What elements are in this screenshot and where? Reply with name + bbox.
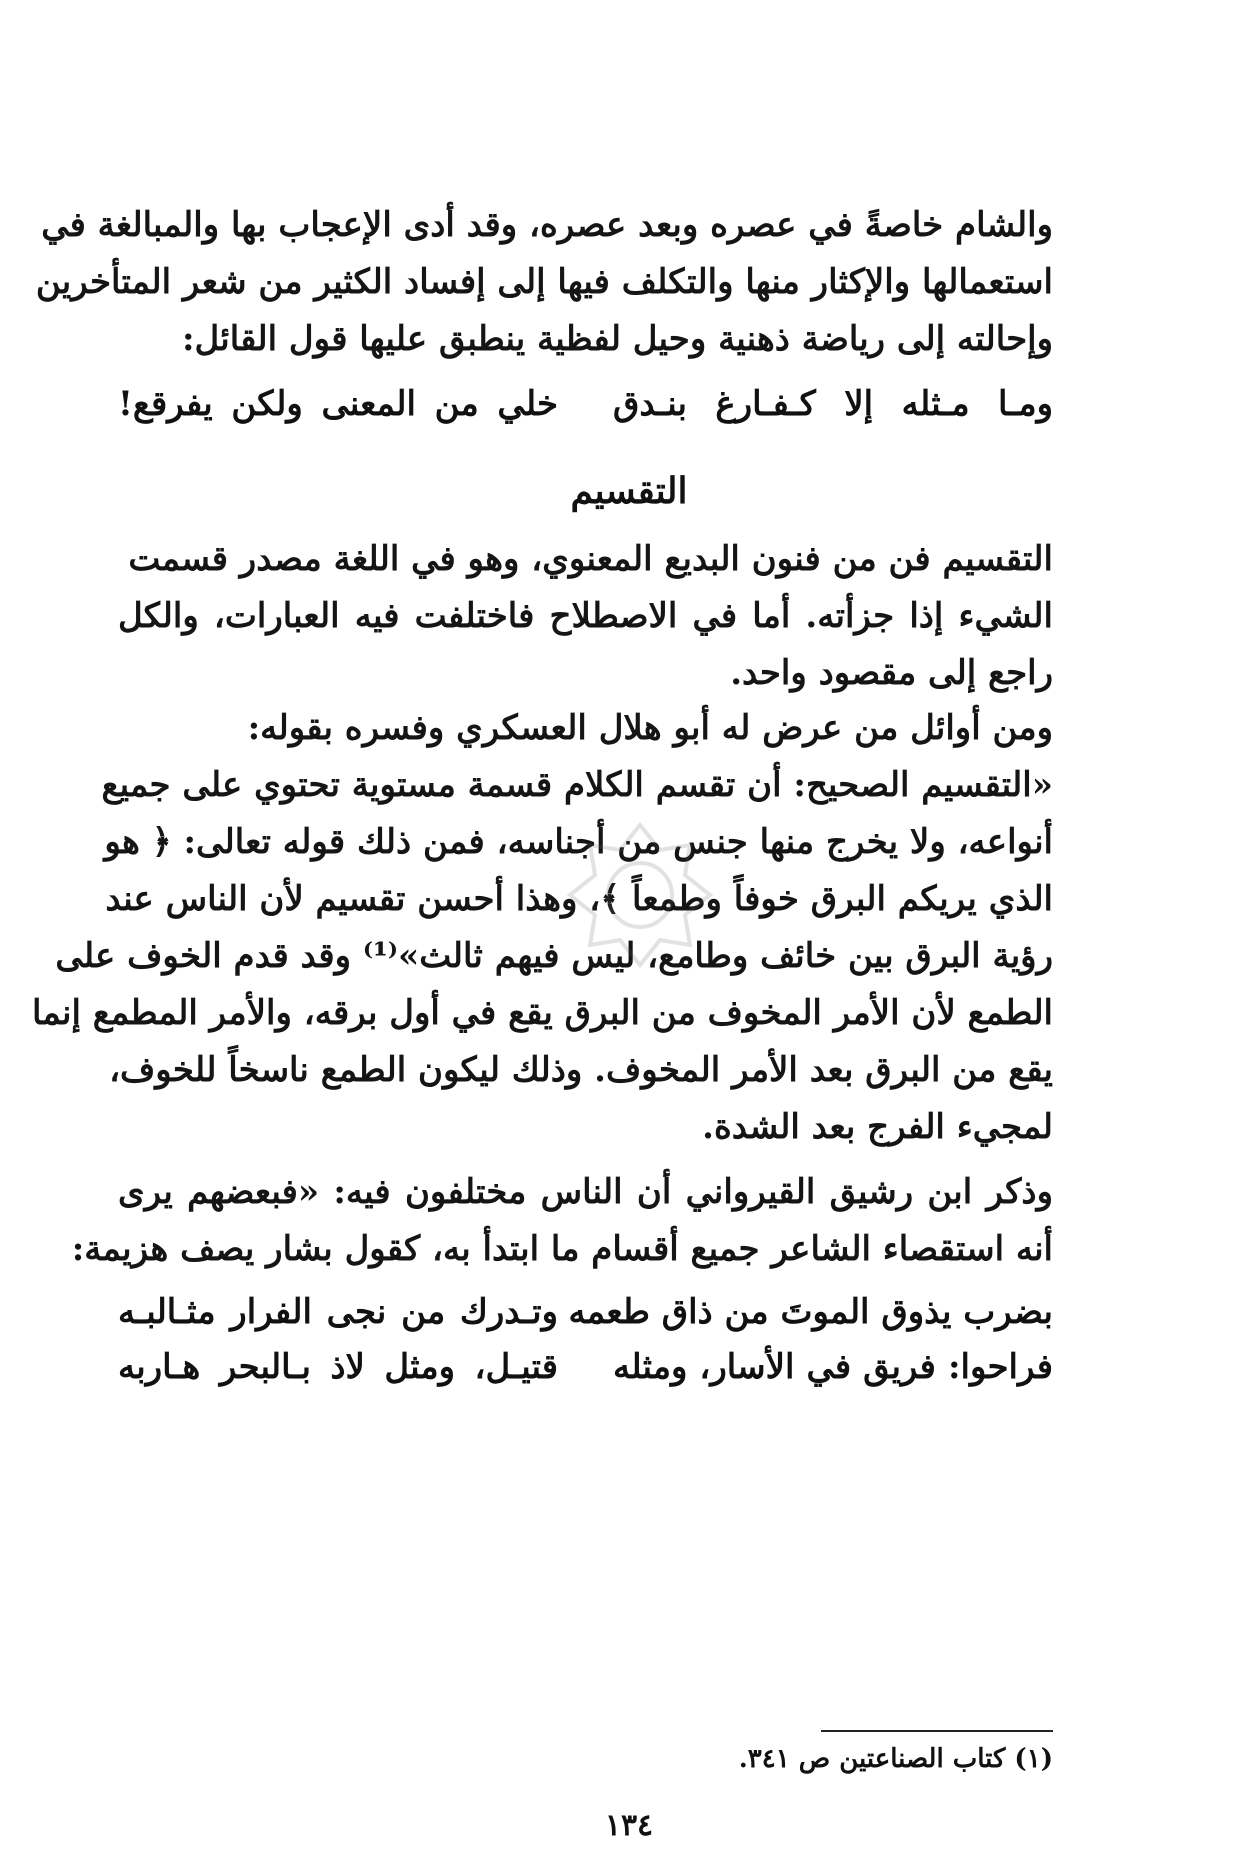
- para2-line-7: يقع من البرق بعد الأمر المخوف. وذلك ليكون الطمع ناسخاً للخوف،: [109, 1050, 1053, 1090]
- library-stamp-watermark: [565, 820, 715, 970]
- verse-2-line-2-second-hemistich: قتيـل، ومثل لاذ بـالبحر هـاربه: [118, 1347, 558, 1387]
- para3-line-1: وذكر ابن رشيق القيرواني أن الناس مختلفون فيه: «فبعضهم يرى: [118, 1172, 1053, 1212]
- para1-line-1: التقسيم فن من فنون البديع المعنوي، وهو في اللغة مصدر قسمت: [128, 539, 1053, 579]
- para2-line-2: «التقسيم الصحيح: أن تقسم الكلام قسمة مستوية تحتوي على جميع: [101, 765, 1053, 805]
- para2-line-5: رؤية البرق بين خائف وطامع، ليس فيهم ثالث»⁽¹⁾ وقد قدم الخوف على: [55, 936, 1053, 976]
- para2-line-4: الذي يريكم البرق خوفاً وطمعاً ﴾، وهذا أحسن تقسيم لأن الناس عند: [105, 879, 1053, 919]
- para2-line-8: لمجيء الفرج بعد الشدة.: [702, 1107, 1053, 1147]
- footnote-separator: [821, 1730, 1053, 1732]
- verse-1-second-hemistich: خلي من المعنى ولكن يفرقع!: [118, 384, 558, 424]
- verse-1: [118, 382, 1053, 426]
- para2-line-1: ومن أوائل من عرض له أبو هلال العسكري وفسره بقوله:: [247, 708, 1053, 748]
- para1-line-2: الشيء إذا جزأته. أما في الاصطلاح فاختلفت فيه العبارات، والكل: [118, 596, 1053, 636]
- intro-line-2: استعمالها والإكثار منها والتكلف فيها إلى إفساد الكثير من شعر المتأخرين: [35, 262, 1053, 302]
- footnote: (١) كتاب الصناعتين ص ٣٤١.: [738, 1744, 1053, 1774]
- para2-line-3: أنواعه، ولا يخرج منها جنس من أجناسه، فمن ذلك قوله تعالى: ﴿ هو: [104, 822, 1053, 862]
- section-title: التقسيم: [570, 470, 688, 512]
- intro-line-3: وإحالته إلى رياضة ذهنية وحيل لفظية ينطبق عليها قول القائل:: [181, 319, 1053, 359]
- intro-line-1: والشام خاصةً في عصره وبعد عصره، وقد أدى الإعجاب بها والمبالغة في: [41, 205, 1053, 245]
- verse-2-line-2: [118, 1345, 1053, 1389]
- verse-2-line-1: [118, 1290, 1053, 1334]
- verse-2-line-2-first-hemistich: فراحوا: فريق في الأسار، ومثله: [613, 1347, 1053, 1387]
- para1-line-3: راجع إلى مقصود واحد.: [730, 653, 1053, 693]
- verse-2-line-1-second-hemistich: وتـدرك من نجى الفرار مثـالبـه: [118, 1292, 558, 1332]
- page-number: ١٣٤: [604, 1808, 654, 1843]
- para3-line-2: أنه استقصاء الشاعر جميع أقسام ما ابتدأ به، كقول بشار يصف هزيمة:: [71, 1229, 1053, 1269]
- verse-2-line-1-first-hemistich: بضرب يذوق الموتَ من ذاق طعمه: [568, 1292, 1053, 1332]
- para2-line-6: الطمع لأن الأمر المخوف من البرق يقع في أول برقه، والأمر المطمع إنما: [31, 993, 1053, 1033]
- verse-1-first-hemistich: ومـا مـثله إلا كـفـارغ بنـدق: [613, 384, 1053, 424]
